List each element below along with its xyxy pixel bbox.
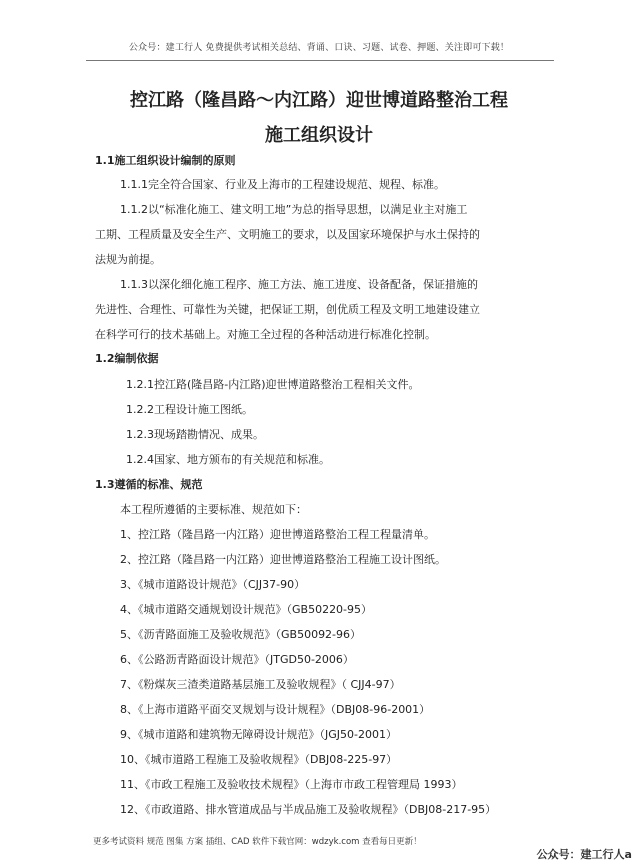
list-item: 6、《公路沥青路面设计规范》（JTGD50-2006） xyxy=(120,653,354,666)
paragraph-line: 本工程所遵循的主要标准、规范如下： xyxy=(120,503,307,516)
header-rule xyxy=(86,60,554,61)
list-item: 12、《市政道路、排水管道成品与半成品施工及验收规程》（DBJ08-217-95） xyxy=(120,803,497,816)
list-item: 1.2.3现场踏勘情况、成果。 xyxy=(126,428,264,441)
list-item: 11、《市政工程施工及验收技术规程》（上海市市政工程管理局 1993） xyxy=(120,778,463,791)
list-item: 1.2.2工程设计施工图纸。 xyxy=(126,403,253,416)
list-item: 1、控江路（隆昌路一内江路）迎世博道路整治工程工程量清单。 xyxy=(120,528,435,541)
section-heading-1-2: 1.2编制依据 xyxy=(95,352,159,365)
list-item: 3、《城市道路设计规范》（CJJ37-90） xyxy=(120,578,306,591)
section-heading-1-1: 1.1施工组织设计编制的原则 xyxy=(95,154,236,167)
paragraph-line: 工期、工程质量及安全生产、文明施工的要求，以及国家环境保护与水土保持的 xyxy=(95,228,480,241)
paragraph-line: 在科学可行的技术基础上。对施工全过程的各种活动进行标准化控制。 xyxy=(95,328,436,341)
watermark: 公众号：建工行人a xyxy=(536,848,632,861)
list-item: 7、《粉煤灰三渣类道路基层施工及验收规程》（ CJJ4-97） xyxy=(120,678,401,691)
list-item: 5、《沥青路面施工及验收规范》（GB50092-96） xyxy=(120,628,362,641)
list-item: 4、《城市道路交通规划设计规范》（GB50220-95） xyxy=(120,603,373,616)
paragraph-line: 先进性、合理性、可靠性为关键，把保证工期，创优质工程及文明工地建设建立 xyxy=(95,303,480,316)
paragraph-line: 1.1.3以深化细化施工程序、施工方法、施工进度、设备配备，保证措施的 xyxy=(120,278,478,291)
section-heading-1-3: 1.3遵循的标准、规范 xyxy=(95,478,203,491)
document-title: 控江路（隆昌路～内江路）迎世博道路整治工程 xyxy=(130,90,508,111)
footer-text: 更多考试资料 规范 图集 方案 插组、CAD 软件下载官网：wdzyk.com 查看每日更新！ xyxy=(93,837,422,847)
paragraph-line: 1.1.1完全符合国家、行业及上海市的工程建设规范、规程、标准。 xyxy=(120,178,445,191)
list-item: 2、控江路（隆昌路一内江路）迎世博道路整治工程施工设计图纸。 xyxy=(120,553,446,566)
list-item: 1.2.4国家、地方颁布的有关规范和标准。 xyxy=(126,453,330,466)
list-item: 10、《城市道路工程施工及验收规程》（DBJ08-225-97） xyxy=(120,753,398,766)
paragraph-line: 1.1.2以“标准化施工、建文明工地”为总的指导思想，以满足业主对施工 xyxy=(120,203,468,216)
list-item: 1.2.1控江路(隆昌路-内江路)迎世博道路整治工程相关文件。 xyxy=(126,378,420,391)
paragraph-line: 法规为前提。 xyxy=(95,253,161,266)
document-subtitle: 施工组织设计 xyxy=(265,125,373,146)
list-item: 8、《上海市道路平面交叉规划与设计规程》（DBJ08-96-2001） xyxy=(120,703,431,716)
header-banner: 公众号：建工行人 免费提供考试相关总结、背诵、口诀、习题、试卷、押题、关注即可下载！ xyxy=(128,43,510,53)
list-item: 9、《城市道路和建筑物无障碍设计规范》（JGJ50-2001） xyxy=(120,728,397,741)
